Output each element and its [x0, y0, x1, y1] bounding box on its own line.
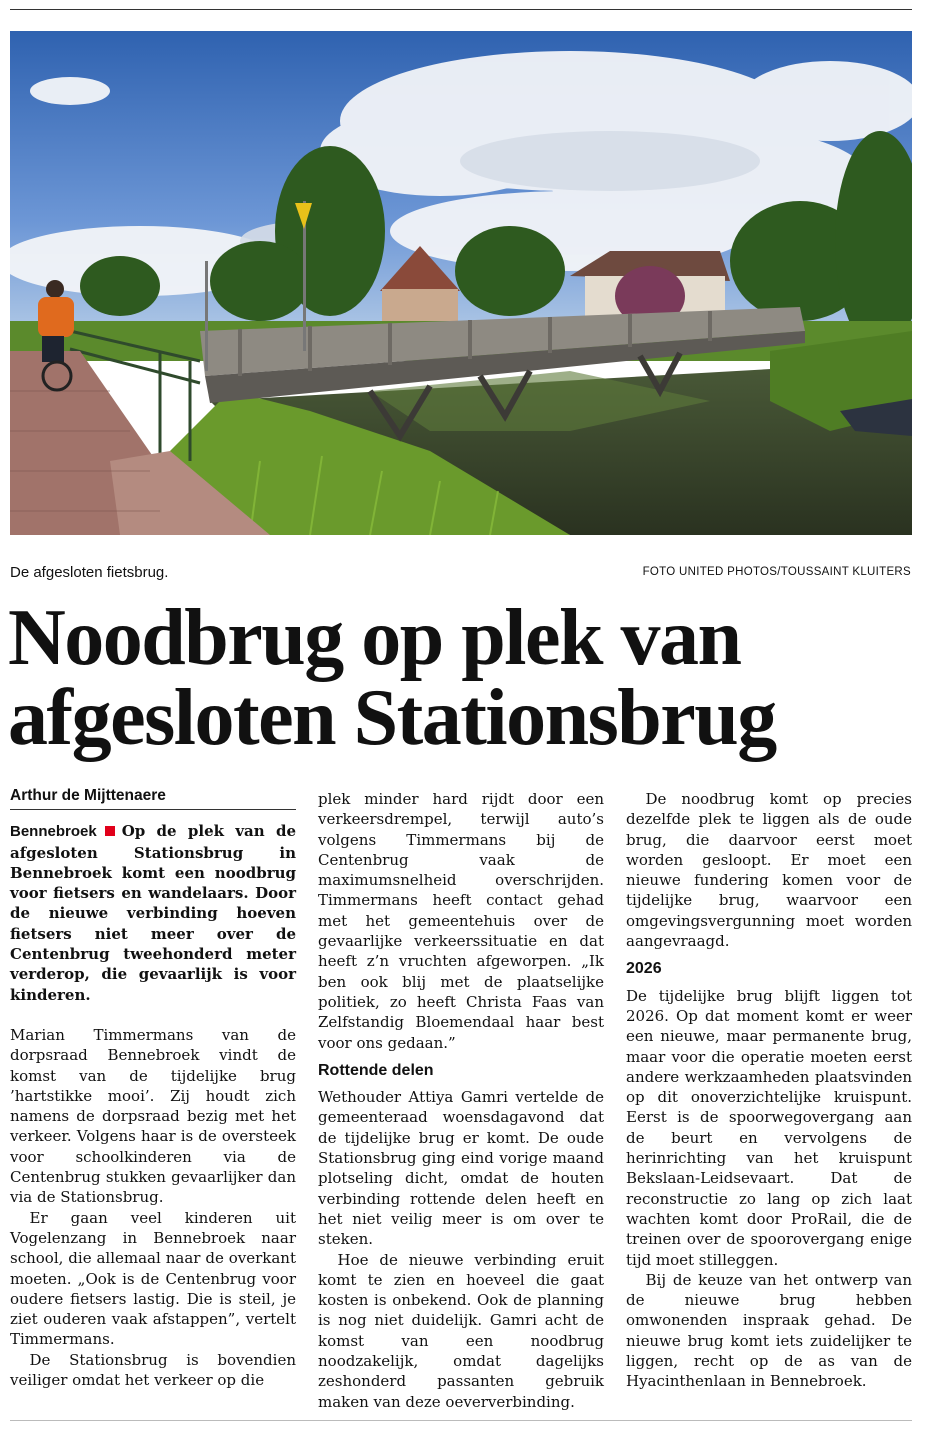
headline	[8, 594, 918, 762]
paragraph-2: Er gaan veel kinderen uit Vogelenzang in Bennebroek naar school, die allemaal naar de overkant moeten. „Ook is de Centenbrug voor oudere fietsers lastig. Die is steil, je ziet ouderen vaak afstappen”, vertelt Timmermans.	[10, 1208, 296, 1349]
bridge-photo	[10, 31, 912, 535]
photo-credit: FOTO UNITED PHOTOS/TOUSSAINT KLUITERS	[642, 566, 911, 578]
top-rule	[10, 9, 912, 10]
bottom-rule	[10, 1420, 912, 1421]
article-column-2	[318, 789, 604, 1412]
paragraph-3: De Stationsbrug is bovendien veiliger omdat het verkeer op die	[10, 1350, 296, 1390]
paragraph-5: Hoe de nieuwe verbinding eruit komt te zien en hoeveel die gaat kosten is onbekend. Ook de planning is nog niet duidelijk. Gamri acht de komst van een noodbrug noodzakelijk, omdat dagelijks zeshonderd passanten gebruik maken van deze oeververbinding.	[318, 1250, 604, 1411]
headline-line-2: afgesloten Stationsbrug	[8, 674, 776, 762]
photo-caption: De afgesloten fietsbrug.	[10, 564, 169, 581]
headline-line-1: Noodbrug op plek van	[8, 594, 741, 682]
byline: Arthur de Mijttenaere	[10, 786, 296, 810]
paragraph-4: Wethouder Attiya Gamri vertelde de gemeenteraad woensdagavond dat de tijdelijke brug er komt. De oude Stationsbrug ging eind vorige maand plotseling dicht, omdat de houten verbinding rottende delen heeft en het niet veilig meer is om over te steken.	[318, 1088, 604, 1249]
paragraph-1: Marian Timmermans van de dorpsraad Bennebroek vindt de komst van de tijdelijke brug ’hartstikke mooi’. Zij houdt zich namens de dorpsraad bezig met het verkeer. Volgens haar is de oversteek voor schoolkinderen via de Centenbrug stukken gevaarlijker dan via de Stationsbrug.	[10, 1025, 296, 1207]
dateline: Bennebroek	[10, 823, 97, 841]
paragraph-3-continued: plek minder hard rijdt door een verkeersdrempel, terwijl auto’s volgens Timmermans bij de Centenbrug vaak de maximumsnelheid overschrijden. Timmermans heeft contact gehad met het gemeentehuis over de gevaarlijke verkeerssituatie en dat heeft z’n vruchten afgeworpen. „Ik ben ook blij met de plaatselijke politiek, zo heeft Christa Faas van Zelfstandig Bloemendaal haar best voor ons gedaan.”	[318, 790, 604, 1052]
red-square-icon	[105, 826, 115, 836]
article-column-3	[626, 789, 912, 1392]
paragraph-7: De tijdelijke brug blijft liggen tot 2026. Op dat moment komt er weer een nieuwe, maar permanente brug, maar voor die operatie moeten eerst andere werkzaamheden plaatsvinden op dit onoverzichtelijke kruispunt. Eerst is de spoorwegovergang aan de beurt en vervolgens de herinrichting van het kruispunt Bekslaan-Leidsevaart. Dat de reconstructie zo lang op zich laat wachten komt door ProRail, die de treinen over de spoorovergang enige tijd moet stilleggen.	[626, 986, 912, 1269]
article-column-1	[10, 786, 296, 1390]
lead-text: Op de plek van de afgesloten Stationsbrug in Bennebroek komt een noodbrug voor fietsers en wandelaars. Door de nieuwe verbinding hoeven fietsers niet meer over de Centenbrug tweehonderd meter verderop, die gevaarlijk is voor kinderen.	[10, 822, 296, 1004]
paragraph-8: Bij de keuze van het ontwerp van de nieuwe brug hebben omwonenden inspraak gehad. De nieuwe brug komt iets zuidelijker te liggen, recht op de as van de Hyacinthenlaan in Bennebroek.	[626, 1270, 912, 1391]
subhead-rottende-delen: Rottende delen	[318, 1061, 434, 1079]
paragraph-6: De noodbrug komt op precies dezelfde plek te liggen als de oude brug, die daarvoor eerst moet worden gesloopt. Er moet een nieuwe fundering komen voor de tijdelijke brug, waarvoor een omgevingsvergunning moet worden aangevraagd.	[626, 790, 912, 951]
lead-paragraph	[10, 821, 296, 1005]
subhead-2026: 2026	[626, 960, 662, 978]
